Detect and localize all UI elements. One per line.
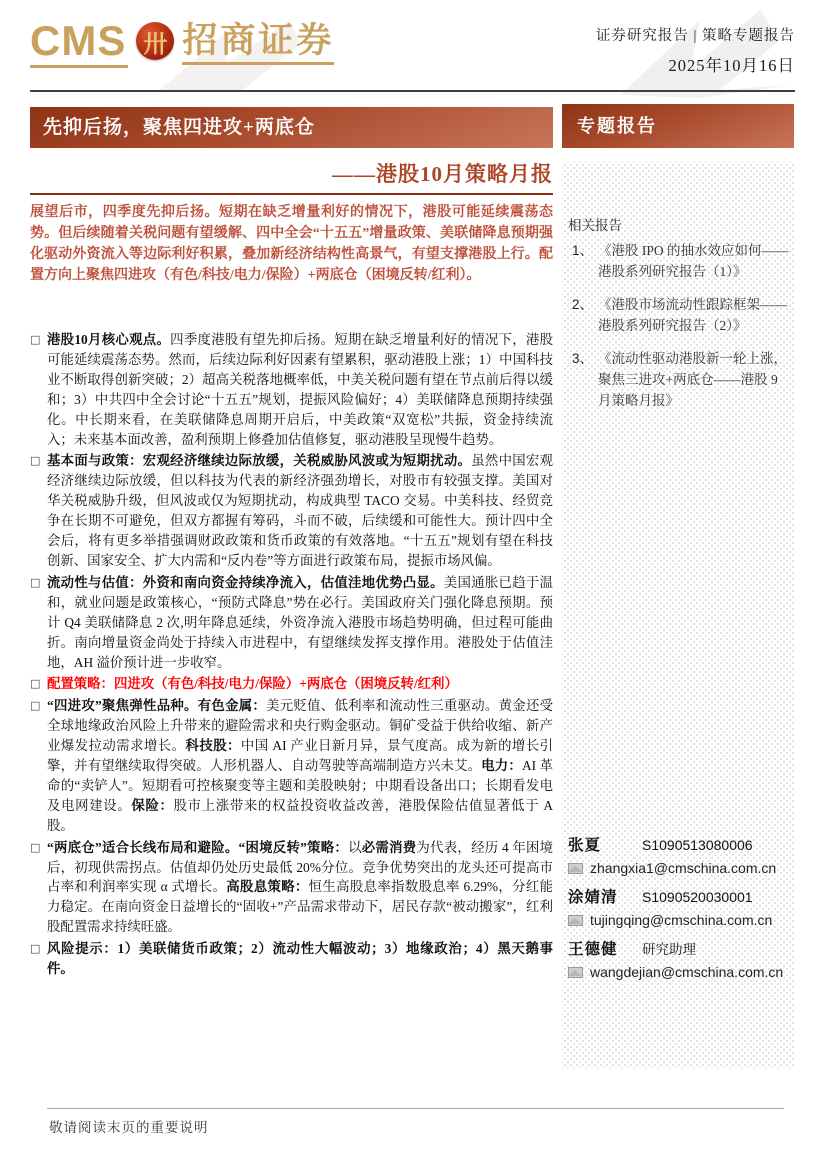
bullet-square-icon: □ — [30, 942, 41, 956]
related-reports-title: 相关报告 — [568, 218, 622, 233]
related-report-item — [562, 348, 790, 411]
report-title-bar — [30, 107, 553, 148]
bullet-segment: 科技股： — [185, 738, 241, 754]
bullet-segment: 虽然中国宏观经济继续边际放缓，但以科技为代表的新经济强劲增长，对股市有较强支撑。美国对华关税威胁升级，但风波或仅为短期扰动，构成典型 TACO 交易。中美科技、经贸竞争在长期不可避免，但双方都握有筹码，斗而不破，后续缓和可能性大。预计四中全会后，将有更多举措强调财政政策和货币政策的有效落地。“十五五”规划有望在科技创新、国家安全、扩大内需和“反内卷”等方面进行政策布局，提振市场风偏。 — [47, 453, 554, 568]
bullet-segment: 流动性与估值：外资和南向资金持续净流入，估值洼地优势凸显。 — [47, 574, 444, 590]
bullet-segment: 中国 AI 产业日新月异，景气度高。成为新的增长引擎，并有望继续取得突破。人形机器人、自动驾驶等高端制造方兴未艾。 — [47, 738, 554, 774]
bullet-segment: 美国通胀已趋于温和，就业问题是政策核心，“预防式降息”势在必行。美国政府关门强化降息预期。预计 Q4 美联储降息 2 次,明年降息延续，外资净流入港股市场趋势明确，但过程可能曲折。南向增量资金尚处于持续入市进程中，有望继续发挥支撑作用。港股处于估值洼地，AH 溢价预计进一步收窄。 — [47, 574, 554, 670]
header-meta — [596, 24, 795, 76]
author-name: 张夏 — [568, 837, 602, 854]
bullet-segment: 恒生高股息率指数股息率 6.29%，分红能力稳定。在南向资金日益增长的“固收+”产品需求带动下，居民存款“被动搬家”，红利股配置需求持续旺盛。 — [47, 879, 554, 935]
footer-divider — [47, 1108, 784, 1109]
report-date: 2025年10月16日 — [668, 56, 795, 75]
author-email-row — [568, 964, 792, 980]
bullet-segment: 风险提示：1）美联储货币政策；2）流动性大幅波动；3）地缘政治；4）黑天鹅事件。 — [47, 941, 553, 977]
bullet-segment: 基本面与政策：宏观经济继续边际放缓，关税威胁风波或为短期扰动。 — [47, 453, 472, 469]
authors-block — [568, 824, 792, 980]
author-cert-number: S1090520030001 — [642, 889, 753, 905]
bullet-square-icon: □ — [30, 333, 41, 346]
bullet-segment: 配置策略：四进攻（有色/科技/电力/保险）+两底仓（困境反转/红利） — [47, 676, 458, 692]
author-cert-number: S1090513080006 — [642, 837, 753, 853]
email-envelope-icon — [568, 915, 583, 926]
cms-logo — [30, 17, 335, 68]
bullet-square-icon: □ — [30, 677, 41, 691]
bullet-segment: AI 革命的“卖铲人”。短期看可控核聚变等主题和美股映射；中期看设备出口；长期看发电及电网建设。 — [47, 758, 554, 813]
related-report-item — [562, 294, 790, 336]
author-role: 研究助理 — [642, 942, 696, 957]
related-report-title: 《港股市场流动性跟踪框架——港股系列研究报告（2）》 — [598, 297, 787, 333]
footer-disclaimer: 敬请阅读末页的重要说明 — [49, 1120, 209, 1135]
topic-report-badge — [562, 104, 794, 148]
bullet-item — [30, 451, 553, 570]
bullet-item — [30, 838, 553, 938]
bullet-item — [30, 939, 553, 979]
bullet-list — [30, 330, 553, 981]
summary-paragraph: 展望后市，四季度先抑后扬。短期在缺乏增量利好的情况下，港股可能延续震荡态势。但后续随着关税问题有望缓解、四中全会“十五五”增量政策、美联储降息预期强化驱动外资流入等边际利好积累，叠加新经济结构性高景气，有望支撑港股上行。配置方向上聚焦四进攻（有色/科技/电力/保险）+两底仓（困境反转/红利）。 — [30, 205, 553, 283]
bullet-square-icon: □ — [30, 699, 41, 713]
author-name: 王德健 — [568, 941, 618, 958]
related-report-title: 《流动性驱动港股新一轮上涨，聚焦三进攻+两底仓——港股 9 月策略月报》 — [598, 351, 787, 408]
bullet-segment: 四季度港股有望先抑后扬。短期在缺乏增量利好的情况下，港股可能延续震荡态势。然而，后续边际利好因素有望累积，驱动港股上涨；1）中国科技业不断取得创新突破；2）超高关税落地概率低，中美关税问题有望在节点前后得以缓和；3）中共四中全会讨论“十五五”规划，提振风险偏好；4）美联储降息预期持续强化。中长期来看，在美联储降息周期开启后，中美政策“双宽松”共振，资金持续流入；未来基本面改善，盈利预期上修叠加估值修复，驱动港股呈现慢牛趋势。 — [47, 332, 554, 447]
bullet-segment: 必需消费 — [361, 839, 417, 855]
author-email[interactable]: zhangxia1@cmschina.com.cn — [590, 860, 777, 876]
bullet-square-icon: □ — [30, 840, 41, 854]
related-report-number: 2、 — [572, 297, 594, 312]
author-email-row — [568, 912, 792, 928]
email-envelope-icon — [568, 863, 583, 874]
subtitle-divider — [30, 193, 553, 195]
report-subtitle: ——港股10月策略月报 — [332, 162, 553, 186]
cms-logo-chinese: 招商证券 — [182, 23, 334, 65]
related-report-number: 3、 — [572, 351, 594, 366]
cms-logo-icon: 卅 — [136, 22, 174, 60]
bullet-segment: 港股10月核心观点。 — [47, 332, 171, 347]
bullet-segment: “四进攻”聚焦弹性品种。有色金属： — [47, 698, 267, 714]
bullet-square-icon: □ — [30, 575, 41, 589]
related-report-item — [562, 240, 790, 282]
report-title: 先抑后扬，聚焦四进攻+两底仓 — [43, 117, 315, 138]
bullet-square-icon: □ — [30, 454, 41, 468]
author-row — [568, 937, 792, 959]
bullet-item — [30, 674, 553, 694]
author-email[interactable]: wangdejian@cmschina.com.cn — [590, 964, 784, 980]
topic-report-badge-label: 专题报告 — [577, 116, 657, 136]
bullet-segment: 以 — [348, 839, 362, 855]
author-name: 涂婧清 — [568, 889, 618, 906]
bullet-segment: “两底仓”适合长线布局和避险。“困境反转”策略： — [47, 839, 349, 855]
author-email[interactable]: tujingqing@cmschina.com.cn — [590, 912, 773, 928]
bullet-segment: 为代表，经历 4 年困境后，初现供需拐点。估值却仍处历史最低 20%分位。竞争优势突出的龙头还可提高市占率和利润率实现 α 式增长。 — [47, 839, 554, 895]
author-row — [568, 833, 792, 855]
author-email-row — [568, 860, 792, 876]
report-type-label: 证券研究报告 | 策略专题报告 — [595, 28, 795, 44]
bullet-item — [30, 330, 553, 449]
page-header — [30, 0, 795, 92]
bullet-item — [30, 696, 553, 835]
email-envelope-icon — [568, 967, 583, 978]
bullet-segment: 股市上涨带来的权益投资收益改善，港股保险估值显著低于 A 股。 — [47, 797, 554, 833]
sidebar-panel — [562, 162, 795, 1068]
bullet-item — [30, 573, 553, 673]
related-report-title: 《港股 IPO 的抽水效应如何——港股系列研究报告（1）》 — [598, 243, 789, 279]
author-row — [568, 885, 792, 907]
bullet-segment: 高股息策略： — [226, 879, 309, 895]
cms-logo-text: CMS — [30, 20, 128, 68]
bullet-segment: 美元贬值、低利率和流动性三重驱动。黄金还受全球地缘政治风险上升带来的避险需求和央行购金驱动。铜矿受益于供给收缩、新产业爆发拉动需求增长。 — [47, 698, 554, 754]
bullet-segment: 电力： — [481, 758, 522, 774]
bullet-segment: 保险： — [131, 797, 174, 813]
related-report-number: 1、 — [572, 243, 594, 258]
related-reports-list — [562, 240, 790, 423]
